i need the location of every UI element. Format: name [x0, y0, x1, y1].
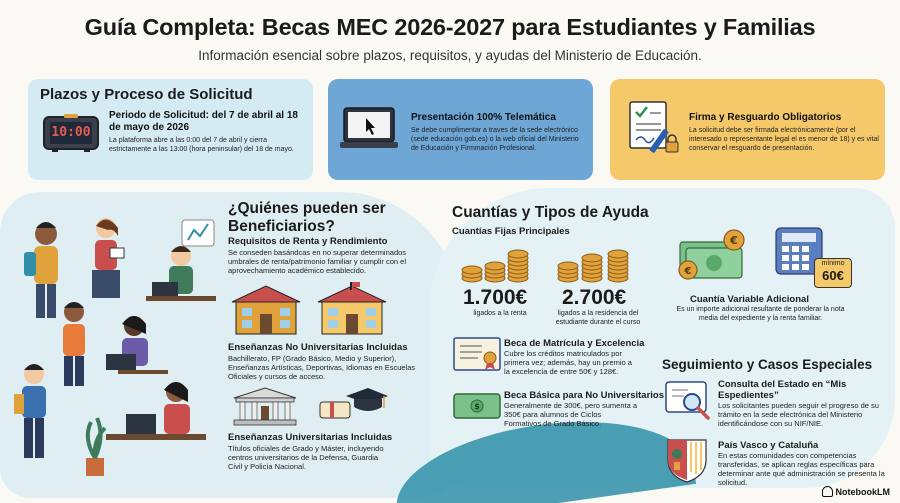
minimo-badge — [814, 258, 852, 288]
telematica-text: Se debe cumplimentar a traves de la sede electrónico (sede educación gob.es) o la web oficial del Ministerio de Educación y Firmmación Profesional. — [411, 127, 579, 152]
seguimiento-title: Seguimiento y Casos Especiales — [662, 357, 873, 372]
graduation-cap-icon — [318, 384, 388, 431]
minimo-value: 60€ — [822, 268, 844, 283]
fijas-title: Cuantías Fijas Principales — [452, 226, 570, 237]
notebooklm-brand: NotebookLM — [835, 486, 890, 497]
page-title: Guía Completa: Becas MEC 2026-2027 para Estudiantes y Familias — [84, 14, 816, 40]
variable-text: Es un importe adicional resultante de ponderar la nota media del expediente y la renta familiar. — [676, 306, 845, 322]
banknotes-icon — [676, 228, 750, 289]
page-subtitle: Información esencial sobre plazos, requisitos, y ayudas del Ministerio de Educación. — [198, 48, 702, 63]
amount-renta: 1.700€ — [463, 286, 528, 309]
clock-display: 10:00 — [51, 125, 91, 140]
beneficiarios-title: ¿Quiénes pueden ser Beneficiarios? — [228, 200, 386, 235]
coin-stack-icon — [460, 244, 532, 289]
renta-title: Requisitos de Renta y Rendimiento — [228, 236, 388, 247]
svg-text:€: € — [730, 234, 738, 247]
firma-text: La solicitud debe ser firmada electrónicamente (por el interesado o representante legal el es menor de 18) y es vital conservar el resguardo de presentación. — [689, 127, 879, 152]
telematica-title: Presentación 100% Telemática — [411, 112, 556, 123]
notebooklm-logo — [822, 486, 891, 497]
renta-text: Se conseden basándcas en no superar determinados umbrales de renta/patrimonio familiar y cumplir con el aprovechamiento académico establecido. — [228, 248, 407, 275]
firma-title: Firma y Resguardo Obligatorios — [689, 112, 842, 123]
svg-text:€: € — [684, 266, 692, 277]
school-building-icon — [230, 282, 390, 343]
basica-text: Generalmente de 300€, pero sumenta a 350€ para alumnos de Ciclos Formativos de Grado Básico. — [504, 401, 638, 428]
pais-title: País Vasco y Cataluña — [718, 440, 819, 451]
no-univ-text: Bachillerato, FP (Grado Básico, Medio y Superior), Enseñanzas Artísticas, Deportivas, Idiomas en Escuelas Oficiales y cursos de acceso. — [228, 354, 416, 381]
minimo-label: mínimo — [821, 260, 845, 267]
cuantias-title: Cuantías y Tipos de Ayuda — [452, 204, 649, 221]
magnifier-screen-icon — [664, 380, 712, 427]
pais-text: En estas comunidades con competencias transferidas, se aplican reglas específicas para determinar ante qué administración se presenta la solicitud. — [718, 451, 885, 487]
section-title-plazos: Plazos y Proceso de Solicitud — [40, 86, 253, 103]
univ-text: Títulos oficiales de Grado y Máster, incluyendo centros universitarios de la Defensa, Guardia Civil y Policía Nacional. — [228, 444, 384, 471]
university-building-icon — [232, 386, 298, 431]
students-illustration — [6, 214, 221, 489]
amount-residencia-label: ligados a la residencia del estudiante durante el curso — [555, 310, 641, 326]
alarm-clock-icon — [42, 114, 100, 152]
variable-title: Cuantía Variable Adicional — [690, 294, 809, 305]
consulta-title: Consulta del Estado en “Mis Espedientes” — [718, 379, 847, 401]
periodo-title: Periodo de Solicitud: del 7 de abril al 18 de mayo de 2026 — [109, 110, 298, 133]
no-univ-title: Enseñanzas No Universitarias Incluidas — [228, 342, 408, 353]
univ-title: Enseñanzas Universitarias Incluidas — [228, 432, 393, 443]
laptop-cursor-icon — [340, 106, 398, 159]
matricula-text: Cubre los créditos matriculados por primera vez; además, hay un premio a la excelencia de entre 50€ y 128€. — [504, 349, 632, 376]
notebooklm-logo-icon — [822, 486, 833, 497]
coin-stack-icon — [556, 244, 632, 289]
coat-of-arms-icon — [664, 436, 710, 489]
signed-document-icon — [626, 98, 680, 163]
consulta-text: Los solicitantes pueden seguir el progreso de su trámito en la sede electrónica del Ministerio identificándose con su NIF/NIE. — [718, 401, 879, 428]
certificate-icon — [452, 336, 502, 377]
banknotes-icon — [452, 390, 502, 427]
periodo-text: La plataforma abre a las 0:00 del 7 de abril y cierra estrictamente a las 13:00 (hora peninsular) del 18 de mayo. — [109, 137, 294, 153]
matricula-title: Beca de Matrícula y Excelencia — [504, 338, 645, 349]
amount-residencia: 2.700€ — [562, 286, 627, 309]
svg-text:$: $ — [474, 402, 480, 411]
amount-renta-label: ligados a la renta — [473, 310, 527, 317]
basica-title: Beca Básica para No Universitarios — [504, 390, 664, 401]
